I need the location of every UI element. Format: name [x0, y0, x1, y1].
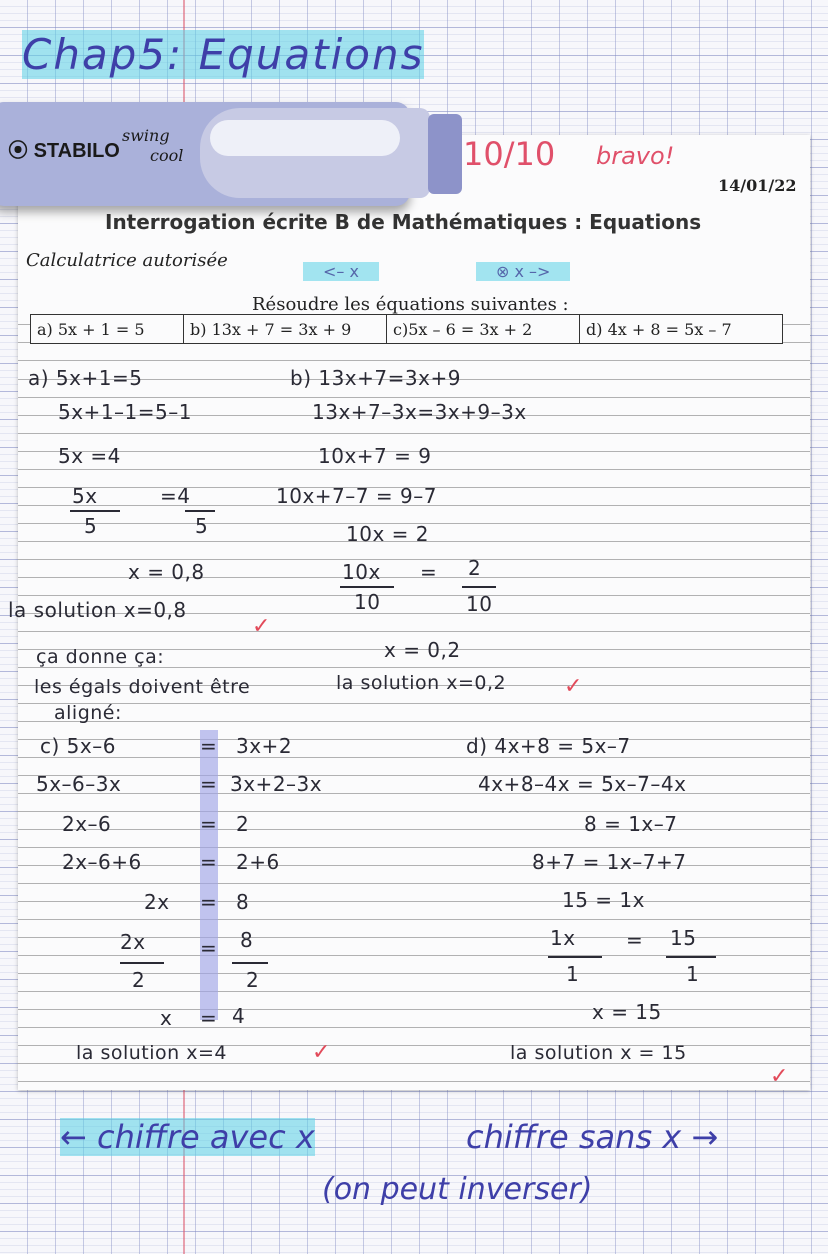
pen-label-swing: swing — [122, 126, 170, 145]
chapter-title: Chap5: Equations — [22, 30, 425, 79]
remark-line: les égals doivent être — [34, 676, 251, 698]
work-a-line: 5 — [84, 514, 98, 538]
work-b-line: 10x+7 = 9 — [318, 444, 432, 468]
work-d-line: = — [626, 928, 644, 952]
work-c-line: c) 5x–6 — [40, 734, 116, 758]
pen-brand: ⦿ STABILO — [8, 140, 120, 162]
work-c-line: 3x+2 — [236, 734, 293, 758]
work-d-line: 8+7 = 1x–7+7 — [532, 850, 687, 874]
fraction-bar — [340, 586, 394, 588]
work-b-line: 10 — [466, 592, 493, 616]
remark-line: aligné: — [54, 702, 122, 724]
work-c-line: 2 — [246, 968, 260, 992]
work-d-line: 15 = 1x — [562, 888, 645, 912]
pen-label-cool: cool — [150, 146, 184, 165]
pen-end — [428, 114, 462, 194]
work-a-line: la solution x=0,8 — [8, 598, 187, 622]
check-icon: ✓ — [564, 674, 583, 699]
work-d-line: 8 = 1x–7 — [584, 812, 678, 836]
work-b-line: = — [420, 560, 438, 584]
fraction-bar — [666, 956, 716, 958]
work-c-line: = — [200, 1006, 218, 1030]
fraction-bar — [548, 956, 602, 958]
equation-d: d) 4x + 8 = 5x – 7 — [580, 315, 783, 344]
work-c-line: 2x — [144, 890, 170, 914]
work-c-line: 2x — [120, 930, 146, 954]
work-b-line: 13x+7–3x=3x+9–3x — [312, 400, 527, 424]
work-b-line: 2 — [468, 556, 482, 580]
work-c-line: = — [200, 772, 218, 796]
fraction-bar — [120, 962, 164, 964]
grade: 10/10 — [463, 135, 556, 173]
work-d-line: la solution x = 15 — [510, 1042, 687, 1064]
work-c-line: = — [200, 850, 218, 874]
fraction-bar — [462, 586, 496, 588]
work-b-line: 10x — [342, 560, 381, 584]
remark-line: ça donne ça: — [36, 646, 165, 668]
instruction-text: Résoudre les équations suivantes : — [252, 294, 569, 315]
work-a-line: a) 5x+1=5 — [28, 366, 143, 390]
work-c-line: = — [200, 890, 218, 914]
check-icon: ✓ — [252, 614, 271, 639]
work-c-line: la solution x=4 — [76, 1042, 227, 1064]
work-c-line: 2 — [236, 812, 250, 836]
work-a-line: 5x — [72, 484, 98, 508]
work-b-line: la solution x=0,2 — [336, 672, 507, 694]
margin-note-right: ⊗ x –> — [476, 262, 570, 281]
work-a-line: x = 0,8 — [128, 560, 205, 584]
work-c-line: 8 — [240, 928, 254, 952]
fraction-bar — [70, 510, 120, 512]
work-c-line: = — [200, 734, 218, 758]
highlighter-pen — [0, 100, 470, 212]
work-d-line: 15 — [670, 926, 697, 950]
equation-a: a) 5x + 1 = 5 — [31, 315, 184, 344]
work-d-line: 1 — [686, 962, 700, 986]
test-title: Interrogation écrite B de Mathématiques : Equations — [105, 210, 702, 234]
bravo-note: bravo! — [596, 142, 675, 170]
check-icon: ✓ — [770, 1064, 789, 1089]
equation-b: b) 13x + 7 = 3x + 9 — [184, 315, 387, 344]
test-date: 14/01/22 — [718, 176, 797, 195]
footer-note-left: ← chiffre avec x — [60, 1118, 315, 1156]
work-a-line: 5x =4 — [58, 444, 121, 468]
calculator-note: Calculatrice autorisée — [26, 250, 228, 271]
work-b-line: 10x = 2 — [346, 522, 429, 546]
work-c-line: 8 — [236, 890, 250, 914]
work-d-line: 1 — [566, 962, 580, 986]
work-c-line: 2x–6+6 — [62, 850, 142, 874]
check-icon: ✓ — [312, 1040, 331, 1065]
work-c-line: 2x–6 — [62, 812, 112, 836]
work-b-line: b) 13x+7=3x+9 — [290, 366, 461, 390]
equations-table — [30, 314, 783, 344]
work-c-line: 2 — [132, 968, 146, 992]
work-d-line: 4x+8–4x = 5x–7–4x — [478, 772, 687, 796]
work-c-line: = — [200, 812, 218, 836]
work-c-line: 5x–6–3x — [36, 772, 122, 796]
work-c-line: 4 — [232, 1004, 246, 1028]
pen-clip — [210, 120, 400, 156]
work-c-line: 3x+2–3x — [230, 772, 323, 796]
work-d-line: d) 4x+8 = 5x–7 — [466, 734, 631, 758]
work-c-line: = — [200, 936, 218, 960]
work-a-line: 5x+1–1=5–1 — [58, 400, 192, 424]
equation-c: c)5x – 6 = 3x + 2 — [387, 315, 580, 344]
fraction-bar — [232, 962, 268, 964]
footer-subnote: (on peut inverser) — [322, 1172, 593, 1207]
work-b-line: x = 0,2 — [384, 638, 461, 662]
work-d-line: x = 15 — [592, 1000, 662, 1024]
work-c-line: x — [160, 1006, 173, 1030]
work-a-line: 5 — [195, 514, 209, 538]
footer-note-right: chiffre sans x → — [466, 1118, 719, 1156]
work-d-line: 1x — [550, 926, 576, 950]
work-a-line: =4 — [160, 484, 191, 508]
work-c-line: 2+6 — [236, 850, 280, 874]
work-b-line: 10 — [354, 590, 381, 614]
margin-note-left: <– x — [303, 262, 379, 281]
work-b-line: 10x+7–7 = 9–7 — [276, 484, 437, 508]
fraction-bar — [185, 510, 215, 512]
